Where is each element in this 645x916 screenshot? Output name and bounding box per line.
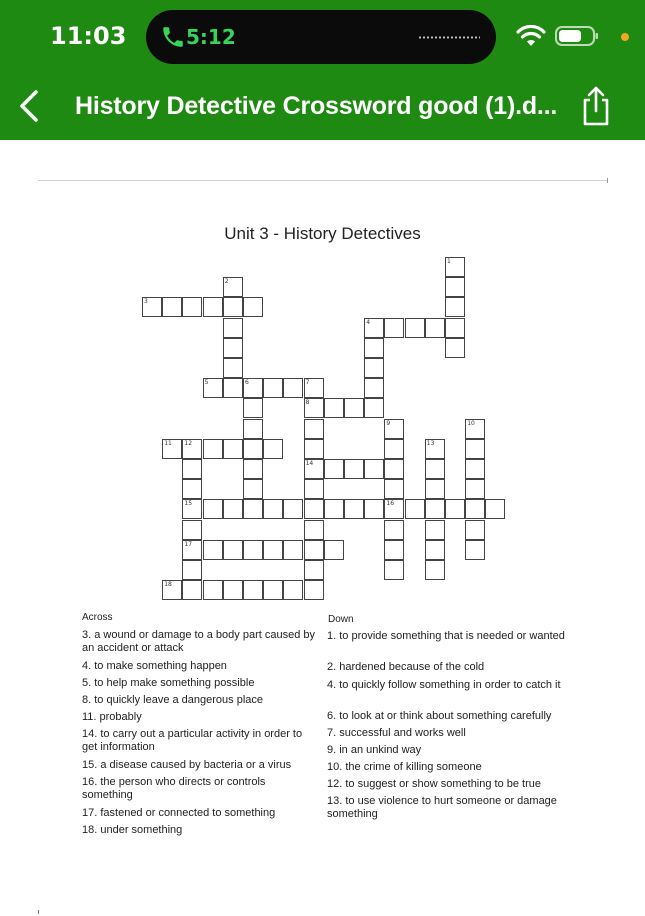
crossword-cell xyxy=(223,580,243,600)
crossword-cell xyxy=(283,580,303,600)
crossword-cell xyxy=(182,459,202,479)
privacy-indicator-icon xyxy=(621,33,629,41)
top-bar xyxy=(0,0,645,140)
across-clue: 4. to make something happen xyxy=(82,660,227,672)
down-clue: 10. the crime of killing someone xyxy=(327,761,482,773)
crossword-cell xyxy=(243,398,263,418)
crossword-cell xyxy=(425,479,445,499)
crossword-cell xyxy=(425,540,445,560)
crossword-cell xyxy=(445,318,465,338)
crossword-cell xyxy=(465,459,485,479)
clue-number: 8 xyxy=(305,399,310,407)
crossword-cell xyxy=(344,459,364,479)
crossword-cell xyxy=(182,520,202,540)
share-icon[interactable] xyxy=(578,84,614,128)
call-pill[interactable] xyxy=(146,10,496,64)
crossword-cell xyxy=(445,499,465,519)
crossword-cell xyxy=(384,520,404,540)
crossword-cell xyxy=(304,560,324,580)
crossword-cell xyxy=(445,297,465,317)
wifi-icon xyxy=(516,24,546,48)
crossword-cell xyxy=(445,277,465,297)
clue-number: 11 xyxy=(164,439,172,447)
crossword-cell xyxy=(445,338,465,358)
crossword-cell xyxy=(465,439,485,459)
crossword-cell xyxy=(203,580,223,600)
worksheet-title: Unit 3 - History Detectives xyxy=(224,224,421,243)
down-heading: Down xyxy=(328,614,354,625)
down-clue: 4. to quickly follow something in order to catch it xyxy=(327,679,561,691)
crossword-cell xyxy=(304,540,324,560)
crossword-cell xyxy=(465,479,485,499)
across-clue: 18. under something xyxy=(82,824,183,836)
clue-number: 10 xyxy=(467,419,475,427)
crossword-cell xyxy=(304,439,324,459)
crossword-cell xyxy=(203,540,223,560)
crossword-cell xyxy=(203,499,223,519)
crossword-cell xyxy=(243,540,263,560)
crossword-cell xyxy=(364,398,384,418)
crossword-cell xyxy=(364,358,384,378)
crossword-cell xyxy=(263,580,283,600)
crossword-cell xyxy=(223,378,243,398)
crossword-cell xyxy=(405,318,425,338)
crossword-cell xyxy=(304,479,324,499)
crossword-cell xyxy=(263,540,283,560)
crossword-cell xyxy=(243,439,263,459)
crossword-cell xyxy=(324,459,344,479)
crossword-cell xyxy=(283,540,303,560)
crossword-cell xyxy=(304,520,324,540)
down-clue: 9. in an unkind way xyxy=(327,744,422,756)
down-clue: 12. to suggest or show something to be true xyxy=(327,778,542,790)
crossword-cell xyxy=(465,499,485,519)
scan-margin-tick xyxy=(38,910,39,914)
clue-number: 15 xyxy=(184,500,193,508)
across-clue: 11. probably xyxy=(82,711,142,723)
clue-number: 18 xyxy=(164,581,172,589)
crossword-cell xyxy=(223,499,243,519)
crossword-cell xyxy=(425,520,445,540)
clue-number: 17 xyxy=(184,540,193,548)
status-time: 11:03 xyxy=(50,22,127,50)
crossword-cell xyxy=(344,499,364,519)
crossword-cell xyxy=(364,378,384,398)
crossword-cell xyxy=(283,378,303,398)
crossword-cell xyxy=(263,378,283,398)
clue-number: 13 xyxy=(426,439,435,447)
crossword-cell xyxy=(182,580,202,600)
scan-edge-line xyxy=(38,180,608,181)
document-page[interactable] xyxy=(0,140,645,916)
call-duration: 5:12 xyxy=(186,25,236,49)
crossword-cell xyxy=(384,459,404,479)
crossword-cell xyxy=(223,318,243,338)
crossword-cell xyxy=(384,439,404,459)
crossword-cell xyxy=(425,499,445,519)
crossword-cell xyxy=(182,479,202,499)
crossword-cell xyxy=(405,499,425,519)
across-clue: 17. fastened or connected to something xyxy=(82,807,276,819)
crossword-cell xyxy=(304,499,324,519)
crossword-cell xyxy=(384,540,404,560)
across-clue: 16. the person who directs or controls something xyxy=(82,776,266,801)
down-clue: 6. to look at or think about something carefully xyxy=(327,710,552,722)
crossword-cell xyxy=(203,439,223,459)
crossword-cell xyxy=(243,479,263,499)
across-heading: Across xyxy=(82,612,113,623)
down-clue: 7. successful and works well xyxy=(327,727,466,739)
crossword-cell xyxy=(425,459,445,479)
crossword-cell xyxy=(304,419,324,439)
clue-number: 1 xyxy=(447,258,451,265)
crossword-cell xyxy=(304,580,324,600)
crossword-cell xyxy=(485,499,505,519)
crossword-cell xyxy=(223,358,243,378)
clue-number: 16 xyxy=(386,500,395,508)
crossword-cell xyxy=(425,318,445,338)
clue-number: 14 xyxy=(305,460,314,467)
down-clue: 13. to use violence to hurt someone or damage something xyxy=(327,795,557,820)
crossword-cell xyxy=(324,499,344,519)
crossword-cell xyxy=(243,419,263,439)
clue-number: 6 xyxy=(245,379,249,387)
crossword-cell xyxy=(223,297,243,317)
across-clue: 3. a wound or damage to a body part caused by an accident or attack xyxy=(82,629,315,654)
battery-icon xyxy=(555,25,599,47)
across-clue: 5. to help make something possible xyxy=(82,677,255,689)
crossword-cell xyxy=(324,540,344,560)
crossword-cell xyxy=(465,520,485,540)
phone-icon xyxy=(160,24,186,50)
clue-number: 3 xyxy=(144,298,148,306)
audio-dots-icon xyxy=(418,36,480,39)
crossword-cell xyxy=(243,580,263,600)
clue-number: 7 xyxy=(305,379,310,387)
crossword-cell xyxy=(384,318,404,338)
crossword-cell xyxy=(344,398,364,418)
crossword-cell xyxy=(364,459,384,479)
crossword-cell xyxy=(364,338,384,358)
crossword-cell xyxy=(162,297,182,317)
clue-number: 5 xyxy=(204,379,209,387)
chevron-left-icon[interactable] xyxy=(14,86,44,126)
crossword-cell xyxy=(425,560,445,580)
crossword-cell xyxy=(364,499,384,519)
crossword-cell xyxy=(223,439,243,459)
crossword-cell xyxy=(243,499,263,519)
across-clue: 8. to quickly leave a dangerous place xyxy=(82,694,264,706)
crossword-cell xyxy=(243,297,263,317)
crossword-cell xyxy=(203,297,223,317)
clue-number: 4 xyxy=(366,318,371,326)
across-clue: 14. to carry out a particular activity in order to get information xyxy=(82,728,303,753)
clue-number: 2 xyxy=(224,278,229,286)
crossword-cell xyxy=(223,540,243,560)
document-title: History Detective Crossword good (1).d... xyxy=(75,92,558,120)
down-clue: 2. hardened because of the cold xyxy=(327,661,485,673)
crossword-cell xyxy=(324,398,344,418)
crossword-cell xyxy=(384,479,404,499)
clue-number: 9 xyxy=(386,419,391,427)
crossword-cell xyxy=(263,439,283,459)
crossword-cell xyxy=(283,499,303,519)
scan-edge-tick xyxy=(607,178,608,183)
crossword-cell xyxy=(465,540,485,560)
across-clue: 15. a disease caused by bacteria or a virus xyxy=(82,759,292,771)
crossword-cell xyxy=(243,459,263,479)
clue-number: 12 xyxy=(184,439,193,447)
crossword-cell xyxy=(263,499,283,519)
crossword-cell xyxy=(182,297,202,317)
down-clue: 1. to provide something that is needed or wanted xyxy=(327,630,565,642)
crossword-cell xyxy=(223,338,243,358)
crossword-cell xyxy=(182,560,202,580)
crossword-cell xyxy=(384,560,404,580)
